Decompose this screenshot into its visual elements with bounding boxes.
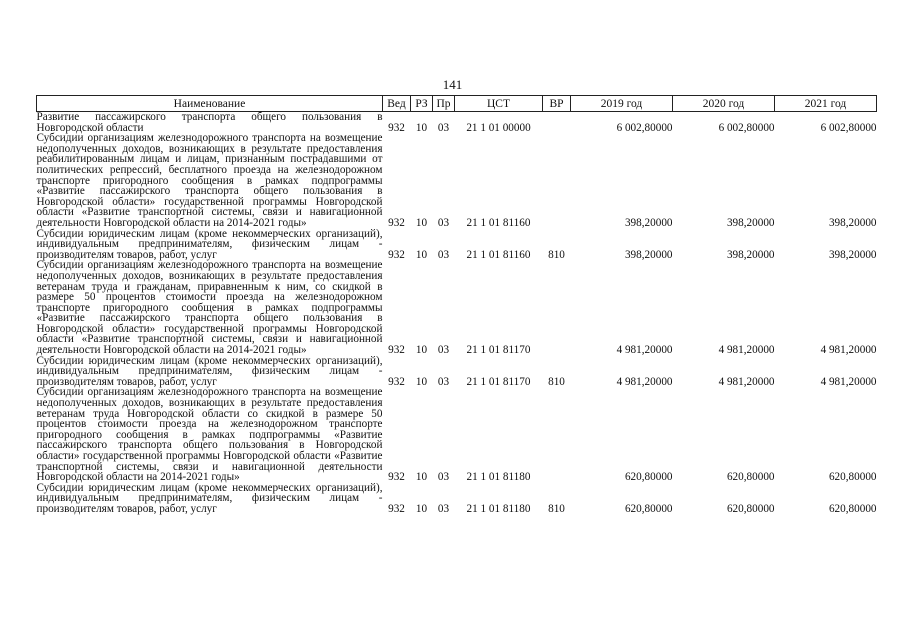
- header-name: Наименование: [37, 96, 383, 112]
- table-row: [37, 112, 877, 134]
- row-name: Субсидии организациям железнодорожного транспорта на возмещение недополученных доходов, возникающих в результате предоставления реабилитированным лицам и лицам, признанным пострадавшими от политических репрессий, бесплатного проезда на железнодорожном транспорте пригородного сообщения в рамках подпрограммы «Развитие пассажирского транспорта общего пользования в Новгородской области» государственной программы Новгородской области «Развитие транспортной системы, связи и навигационной деятельности Новгородской области на 2014-2021 годы»: [36, 132, 383, 229]
- row-vr: [543, 260, 571, 355]
- row-pr: 03: [437, 248, 450, 261]
- row-rz: 10: [415, 375, 428, 388]
- row-name: Субсидии юридическим лицам (кроме некоммерческих организаций), индивидуальным предпринимателям, физическим лицам - производителям товаров, работ, услуг: [36, 481, 383, 515]
- budget-table: [36, 95, 877, 515]
- row-2020: 398,20000: [726, 248, 775, 261]
- row-2019: 6 002,80000: [616, 121, 673, 134]
- row-name: Развитие пассажирского транспорта общего пользования в Новгородской области: [36, 111, 383, 134]
- row-2019: 4 981,20000: [616, 375, 673, 388]
- header-2020: 2020 год: [673, 96, 775, 112]
- page-number: 141: [442, 77, 463, 92]
- row-ved: 932: [388, 375, 405, 388]
- row-2020: 6 002,80000: [718, 121, 775, 134]
- row-pr: 03: [437, 344, 450, 357]
- header-vr: ВР: [543, 96, 571, 112]
- row-pr: 03: [437, 471, 450, 484]
- row-name: Субсидии организациям железнодорожного транспорта на возмещение недополученных доходов, возникающих в результате предоставления ветеранам труда и гражданам, приравненным к ним, со скидкой в размере 50 процентов стоимости проезда на железнодорожном транспорте пригородного сообщения в рамках подпрограммы «Развитие пассажирского транспорта общего пользования в Новгородской области» государственной программы Новгородской области «Развитие транспортной системы, связи и навигационной деятельности Новгородской области на 2014-2021 годы»: [36, 259, 383, 357]
- row-ved: 932: [388, 248, 405, 261]
- row-vr: 810: [548, 502, 565, 515]
- row-name: Субсидии организациям железнодорожного транспорта на возмещение недополученных доходов, возникающих в результате предоставления ветеранам труда Новгородской области со скидкой в размере 50 процентов стоимости проезда на железнодорожном транспорте пригородного сообщения в рамках подпрограммы «Развитие пассажирского транспорта общего пользования в Новгородской области» государственной программы Новгородской области «Развитие транспортной системы, связи и навигационной деятельности Новгородской области на 2014-2021 годы»: [36, 386, 383, 484]
- row-2019: 398,20000: [624, 248, 673, 261]
- row-2021: 4 981,20000: [820, 344, 877, 357]
- row-rz: 10: [415, 344, 428, 357]
- row-ved: 932: [388, 502, 405, 515]
- row-2020: 4 981,20000: [718, 375, 775, 388]
- row-2020: 4 981,20000: [718, 344, 775, 357]
- table-row: [37, 483, 877, 515]
- table-row: [37, 260, 877, 355]
- header-ved: Вед: [383, 96, 411, 112]
- row-ved: 932: [388, 344, 405, 357]
- row-2020: 620,80000: [726, 502, 775, 515]
- row-ved: 932: [388, 471, 405, 484]
- row-vr: [543, 387, 571, 482]
- row-2021: 620,80000: [828, 502, 877, 515]
- row-cst: 21 1 01 81160: [466, 216, 531, 229]
- header-cst: ЦСТ: [455, 96, 543, 112]
- header-rz: РЗ: [411, 96, 433, 112]
- row-2021: 6 002,80000: [820, 121, 877, 134]
- row-2021: 398,20000: [828, 248, 877, 261]
- row-rz: 10: [415, 471, 428, 484]
- row-cst: 21 1 01 81180: [466, 471, 531, 484]
- table-row: [37, 387, 877, 482]
- table-row: [37, 356, 877, 388]
- row-2020: 620,80000: [726, 471, 775, 484]
- table-header-row: [37, 96, 877, 112]
- header-2021: 2021 год: [775, 96, 877, 112]
- row-vr: 810: [548, 248, 565, 261]
- row-2020: 398,20000: [726, 216, 775, 229]
- table-row: [37, 229, 877, 261]
- row-cst: 21 1 01 81170: [466, 375, 531, 388]
- row-rz: 10: [415, 502, 428, 515]
- header-2019: 2019 год: [571, 96, 673, 112]
- row-rz: 10: [415, 216, 428, 229]
- row-pr: 03: [437, 121, 450, 134]
- row-2019: 398,20000: [624, 216, 673, 229]
- row-2021: 398,20000: [828, 216, 877, 229]
- row-name: Субсидии юридическим лицам (кроме некоммерческих организаций), индивидуальным предпринимателям, физическим лицам - производителям товаров, работ, услуг: [36, 227, 383, 261]
- row-rz: 10: [415, 121, 428, 134]
- row-2019: 620,80000: [624, 502, 673, 515]
- row-2021: 4 981,20000: [820, 375, 877, 388]
- row-2019: 4 981,20000: [616, 344, 673, 357]
- row-ved: 932: [388, 121, 405, 134]
- row-cst: 21 1 01 81180: [466, 502, 531, 515]
- row-vr: 810: [548, 375, 565, 388]
- row-cst: 21 1 01 00000: [466, 121, 531, 134]
- row-pr: 03: [437, 502, 450, 515]
- row-cst: 21 1 01 81160: [466, 248, 531, 261]
- row-2019: 620,80000: [624, 471, 673, 484]
- table-row: [37, 133, 877, 228]
- row-vr: [543, 133, 571, 228]
- row-pr: 03: [437, 216, 450, 229]
- row-ved: 932: [388, 216, 405, 229]
- header-pr: Пр: [433, 96, 455, 112]
- row-name: Субсидии юридическим лицам (кроме некоммерческих организаций), индивидуальным предпринимателям, физическим лицам - производителям товаров, работ, услуг: [36, 354, 383, 388]
- row-vr: [543, 112, 571, 134]
- row-cst: 21 1 01 81170: [466, 344, 531, 357]
- row-pr: 03: [437, 375, 450, 388]
- row-2021: 620,80000: [828, 471, 877, 484]
- row-rz: 10: [415, 248, 428, 261]
